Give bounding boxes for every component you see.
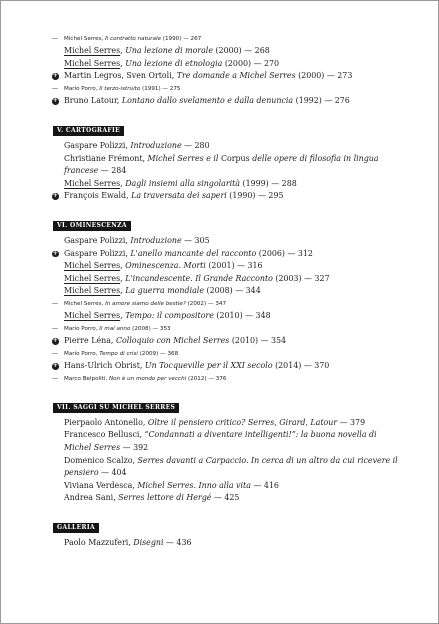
plus-circle-icon	[52, 248, 62, 261]
entry-text: ,	[120, 46, 126, 56]
entry-text: Michel Serres,	[64, 36, 106, 42]
entry-text: Christiane Frémont,	[64, 153, 148, 163]
entry-text: ,	[120, 261, 126, 271]
entry-text: ,	[120, 286, 126, 296]
entry-text: (2000) — 273	[295, 71, 353, 81]
entry-text: Mario Porro,	[64, 325, 100, 332]
section-title: GALLERIA	[53, 523, 99, 533]
work-title: Il mal anno	[99, 325, 131, 332]
toc-entry	[52, 140, 404, 153]
work-title: Un Tocqueville per il XXI secolo	[144, 360, 273, 370]
plus-circle-icon	[52, 70, 62, 83]
entry-text: Martin Legros, Sven Ortoli,	[64, 71, 177, 81]
entry-text: (2001) — 316	[205, 261, 263, 271]
work-title: Lontano dallo svelamento e dalla denuncia	[121, 96, 294, 106]
work-title: Tempo: il compositore	[125, 311, 214, 321]
author-link: Michel Serres	[64, 58, 121, 68]
work-title: Serres davanti a Carpaccio. In cerca di un altro da cui ricevere il pensiero	[64, 455, 398, 478]
toc-entry	[52, 360, 404, 373]
entry-text: Viviana Verdesca,	[64, 480, 138, 490]
work-title: Non è un mondo per vecchi	[108, 375, 187, 382]
entry-text: ,	[120, 311, 126, 321]
work-title: Una lezione di morale	[125, 46, 214, 56]
em-dash-marker	[52, 83, 62, 95]
work-title: Michel Serres. Inno alla vita	[137, 480, 251, 490]
toc-entry	[52, 260, 404, 273]
work-title: Ominescenza. Morti	[125, 261, 206, 271]
entry-text: Bruno Latour,	[64, 96, 122, 106]
toc-entry	[52, 248, 404, 261]
entry-text: Gaspare Polizzi,	[64, 248, 131, 258]
toc-entry	[52, 95, 404, 108]
work-title: Colloquio con Michel Serres	[115, 336, 230, 346]
work-title: In amore siamo delle bestie?	[105, 300, 186, 307]
toc-entry	[52, 190, 404, 203]
em-dash-marker	[52, 348, 62, 360]
entry-text: Pierpaolo Antonello,	[64, 417, 148, 427]
section-title: VI. OMINESCENZA	[53, 221, 131, 231]
entry-text: Paolo Mazzuferi,	[64, 538, 134, 548]
work-title: Tre domande a Michel Serres	[176, 71, 296, 81]
toc-entry	[52, 480, 404, 493]
toc-entry	[52, 285, 404, 298]
toc-entry	[52, 178, 404, 191]
work-title: Il terzo-istruito	[99, 86, 141, 93]
work-title: Il contratto naturale	[105, 36, 162, 42]
author-link: Michel Serres	[64, 261, 121, 271]
entry-text: (1991) — 275	[140, 86, 181, 93]
entry-text: (2000) — 268	[213, 46, 270, 56]
entry-text: Michel Serres,	[64, 300, 106, 307]
toc-entry	[52, 58, 404, 71]
em-dash-marker	[52, 33, 62, 45]
entry-text: — 392	[120, 443, 149, 453]
work-title: L'incandescente. Il Grande Racconto	[125, 273, 273, 283]
section-header	[52, 394, 404, 413]
work-title: delle opere di filosofia in lingua francese	[64, 153, 379, 176]
entry-text: — 404	[98, 468, 127, 478]
entry-text: ,	[120, 178, 126, 188]
work-title: Michel Serres e il	[147, 153, 219, 163]
entry-text: Corpus	[218, 153, 253, 163]
toc-entry	[52, 455, 404, 480]
author-link: Michel Serres	[64, 286, 121, 296]
section-title: V. CARTOGRAFIE	[53, 126, 124, 136]
entry-text: (2008) — 344	[204, 286, 261, 296]
work-title: La guerra mondiale	[125, 286, 204, 296]
toc-entry	[52, 298, 404, 310]
toc-entry	[52, 83, 404, 95]
toc-entry	[52, 310, 404, 323]
entry-text: (2003) — 327	[272, 273, 330, 283]
entry-text: — 425	[211, 493, 240, 503]
entry-text: (2002) — 347	[185, 300, 227, 307]
entry-text: (2010) — 348	[213, 311, 271, 321]
em-dash-marker	[52, 298, 62, 310]
entry-text: — 280	[181, 140, 210, 150]
entry-text: Marco Belpoliti,	[64, 375, 109, 382]
entry-text: (2012) — 376	[186, 375, 227, 382]
work-title: L'anello mancante del racconto	[130, 248, 257, 258]
entry-text: Mario Porro,	[64, 350, 100, 357]
em-dash-marker	[52, 373, 62, 385]
entry-text: — 436	[163, 538, 192, 548]
toc-entry	[52, 417, 404, 430]
toc-entry	[52, 537, 404, 550]
section-title: VII. SAGGI SU MICHEL SERRES	[53, 403, 179, 413]
toc-entry	[52, 429, 404, 454]
entry-text: (2010) — 354	[229, 336, 287, 346]
work-title: Introduzione	[130, 140, 182, 150]
work-title: Serres lettore di Hergé	[118, 493, 212, 503]
plus-circle-icon	[52, 360, 62, 373]
toc-entry	[52, 335, 404, 348]
entry-text: Mario Porro,	[64, 86, 100, 93]
entry-text: (1992) — 276	[293, 96, 350, 106]
toc-entry	[52, 45, 404, 58]
work-title: Disegni	[133, 538, 164, 548]
toc-entry	[52, 235, 404, 248]
entry-text: Andrea Sani,	[64, 493, 119, 503]
toc-entry	[52, 348, 404, 360]
entry-text: (2006) — 312	[256, 248, 313, 258]
entry-text: (2014) — 370	[272, 360, 330, 370]
entry-text: — 305	[181, 235, 210, 245]
entry-text: (2000) — 270	[222, 58, 280, 68]
author-link: Michel Serres	[64, 311, 121, 321]
author-link: Michel Serres	[64, 46, 121, 56]
toc-entry	[52, 323, 404, 335]
section-header	[52, 514, 404, 533]
entry-text: ,	[120, 273, 126, 283]
work-title: Una lezione di etnologia	[125, 58, 223, 68]
entry-text: (1999) — 288	[240, 178, 297, 188]
toc-entry	[52, 492, 404, 505]
toc-entry	[52, 153, 404, 178]
entry-text: — 284	[98, 166, 127, 176]
section-header	[52, 117, 404, 136]
entry-text: Francesco Bellusci,	[64, 430, 145, 440]
work-title: Oltre il pensiero critico? Serres, Girard, Latour	[147, 417, 338, 427]
entry-text: — 416	[250, 480, 279, 490]
entry-text: Hans-Ulrich Obrist,	[64, 360, 145, 370]
entry-text: (2009) — 368	[137, 350, 179, 357]
entry-text: Gaspare Polizzi,	[64, 235, 131, 245]
table-of-contents	[52, 33, 404, 550]
entry-text: François Ewald,	[64, 191, 132, 201]
plus-circle-icon	[52, 190, 62, 203]
plus-circle-icon	[52, 95, 62, 108]
entry-text: — 379	[337, 417, 366, 427]
work-title: Introduzione	[130, 235, 182, 245]
plus-circle-icon	[52, 335, 62, 348]
em-dash-marker	[52, 323, 62, 335]
entry-text: ,	[120, 58, 126, 68]
entry-text: (2008) — 353	[130, 325, 171, 332]
work-title: Tempo di crisi	[99, 350, 138, 357]
work-title: Dagli insiemi alla singolarità	[125, 178, 241, 188]
toc-entry	[52, 273, 404, 286]
work-title: La traversata dei saperi	[131, 191, 227, 201]
toc-entry	[52, 373, 404, 385]
toc-entry	[52, 70, 404, 83]
author-link: Michel Serres	[64, 273, 121, 283]
work-title: “Condannati a diventare intelligenti!”: la buona novella di Michel Serres	[64, 430, 377, 453]
section-header	[52, 212, 404, 231]
entry-text: (1990) — 267	[161, 36, 202, 42]
author-link: Michel Serres	[64, 178, 121, 188]
entry-text: (1990) — 295	[226, 191, 284, 201]
toc-entry	[52, 33, 404, 45]
entry-text: Domenico Scalzo,	[64, 455, 138, 465]
entry-text: Pierre Léna,	[64, 336, 116, 346]
entry-text: Gaspare Polizzi,	[64, 140, 131, 150]
